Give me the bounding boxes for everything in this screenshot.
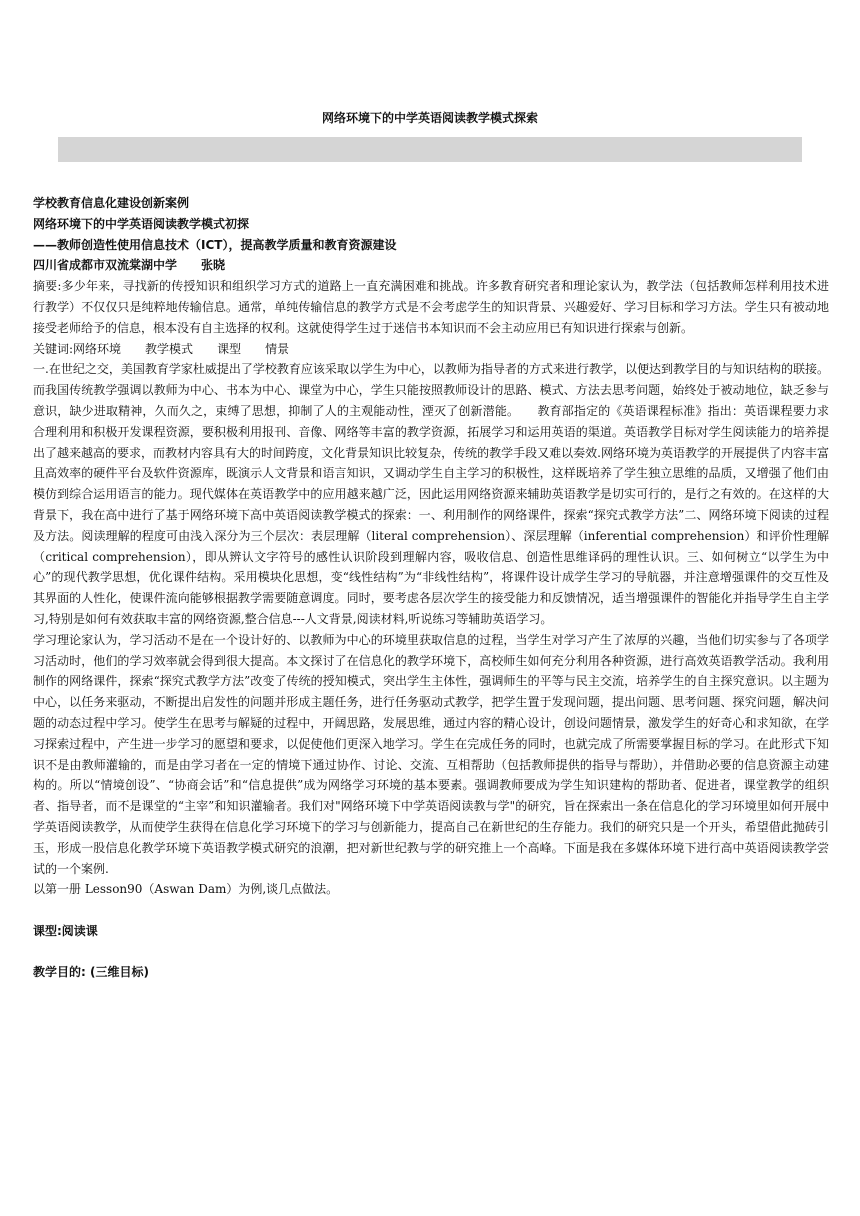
keywords-label: 关键词:网络环境 [33,341,122,356]
subtitle-heading: 网络环境下的中学英语阅读教学模式初探 [33,216,250,231]
category-heading: 学校教育信息化建设创新案例 [33,196,190,210]
lesson-type-heading: 课型:阅读课 [33,923,98,938]
author-name: 张晓 [201,258,226,273]
tagline-heading: ——教师创造性使用信息技术（ICT），提高教学质量和教育资源建设 [33,237,397,252]
body-paragraph: 学习理论家认为，学习活动不是在一个设计好的、以教师为中心的环境里获取信息的过程，当学生对学习产生了浓厚的兴趣，当他们切实参与了各项学习活动时，他们的学习效率就会得到很大提高。本文探讨了在信息化的教学环境下，高校师生如何充分利用各种资源，进行高效英语教学活动。我利用制作的网络课件，探索“探究式教学方法”改变了传统的授知模式，突出学生主体性，强调师生的平等与民主交流，培养学生的自主探究意识。以主题为中心，以任务来驱动，不断提出启发性的问题并形成主题任务，进行任务驱动式教学，把学生置于发现问题，提出问题、思考问题、探究问题，解决问题的动态过程中学习。使学生在思考与解疑的过程中，开阔思路，发展思维，通过内容的精心设计，创设问题情景，激发学生的好奇心和求知欲，在学习探索过程中，产生进一步学习的愿望和要求，以促使他们更深入地学习。学生在完成任务的同时，也就完成了所需要掌握目标的学习。在此形式下知识不是由教师灌输的，而是由学习者在一定的情境下通过协作、讨论、交流、互相帮助（包括教师提供的指导与帮助），并借助必要的信息资源主动建构的。所以“情境创设”、“协商会话”和“信息提供”成为网络学习环境的基本要素。强调教师要成为学生知识建构的帮助者、促进者，课堂教学的组织者、指导者，而不是课堂的“主宰”和知识灌输者。我们对"网络环境下中学英语阅读教与学"的研究，旨在探索出一条在信息化的学习环境里如何开展中学英语阅读教学，从而使学生获得在信息化学习环境下的学习与创新能力，提高自己在新世纪的生存能力。我们的研究只是一个开头，希望借此抛砖引玉，形成一股信息化教学环境下英语教学模式研究的浪潮，把对新世纪教与学的研究推上一个高峰。下面是我在多媒体环境下进行高中英语阅读教学尝试的一个案例. [33,632,829,876]
keyword-item: 教学模式 [145,341,194,356]
document-body [33,193,829,983]
page-title: 网络环境下的中学英语阅读教学模式探索 [321,111,538,125]
keywords-line [33,339,829,360]
body-paragraph: 以第一册 Lesson90（Aswan Dam）为例,谈几点做法。 [33,882,339,897]
keyword-item: 情景 [265,341,290,356]
keyword-item: 课型 [217,341,242,356]
school-name: 四川省成都市双流棠湖中学 [33,258,178,273]
header-bar [58,137,802,162]
abstract: 摘要:多少年来，寻找新的传授知识和组织学习方式的道路上一直充满困难和挑战。许多教育研究者和理论家认为，教学法（包括教师怎样利用技术进行教学）不仅仅只是纯粹地传输信息。通常，单纯传输信息的教学方式是不会考虑学生的知识背景、兴趣爱好、学习目标和学习方法。学生只有被动地接受老师给予的信息，根本没有自主选择的权利。这就使得学生过于迷信书本知识而不会主动应用已有知识进行探索与创新。 [33,279,829,335]
objectives-heading: 教学目的: (三维目标) [33,965,149,980]
author-line [33,255,829,276]
body-paragraph: 一.在世纪之交，美国教育学家杜威提出了学校教育应该采取以学生为中心，以教师为指导者的方式来进行教学，以便达到教学目的与知识结构的联接。而我国传统教学强调以教师为中心、书本为中心、课堂为中心，学生只能按照教师设计的思路、模式、方法去思考问题，始终处于被动地位，缺乏参与意识，缺少进取精神，久而久之，束缚了思想，抑制了人的主观能动性，湮灭了创新潜能。 教育部指定的《英语课程标准》指出：英语课程要力求合理利用和积极开发课程资源，要积极利用报刊、音像、网络等丰富的教学资源，拓展学习和运用英语的渠道。英语教学目标对学生阅读能力的培养提出了越来越高的要求，而教材内容具有大的时间跨度，文化背景知识比较复杂，传统的教学手段又难以奏效.网络环境为英语教学的开展提供了内容丰富且高效率的硬件平台及软件资源库，既演示人文背景和语言知识，又调动学生自主学习的积极性，这样既培养了学生独立思维的品质，又增强了他们由模仿到综合运用语言的能力。现代媒体在英语教学中的应用越来越广泛，因此运用网络资源来辅助英语教学是切实可行的，是行之有效的。在这样的大背景下，我在高中进行了基于网络环境下高中英语阅读教学模式的探索：一、利用制作的网络课件，探索“探究式教学方法”二、网络环境下阅读的过程及方法。阅读理解的程度可由浅入深分为三个层次：表层理解（literal comprehension）、深层理解（inferential comprehension）和评价性理解（critical comprehension），即从辨认文字符号的感性认识阶段到理解内容，吸收信息、创造性思维译码的理性认识。三、如何树立“以学生为中心”的现代教学思想，优化课件结构。采用模块化思想，变“线性结构”为“非线性结构”，将课件设计成学生学习的导航器，并注意增强课件的交互性及其界面的人性化，使课件流向能够根据教学需要随意调度。同时，要考虑各层次学生的接受能力和反馈情况，适当增强课件的智能化并指导学生自主学习,特别是如何有效获取丰富的网络资源,整合信息---人文背景,阅读材料,听说练习等辅助英语学习。 [33,362,829,626]
